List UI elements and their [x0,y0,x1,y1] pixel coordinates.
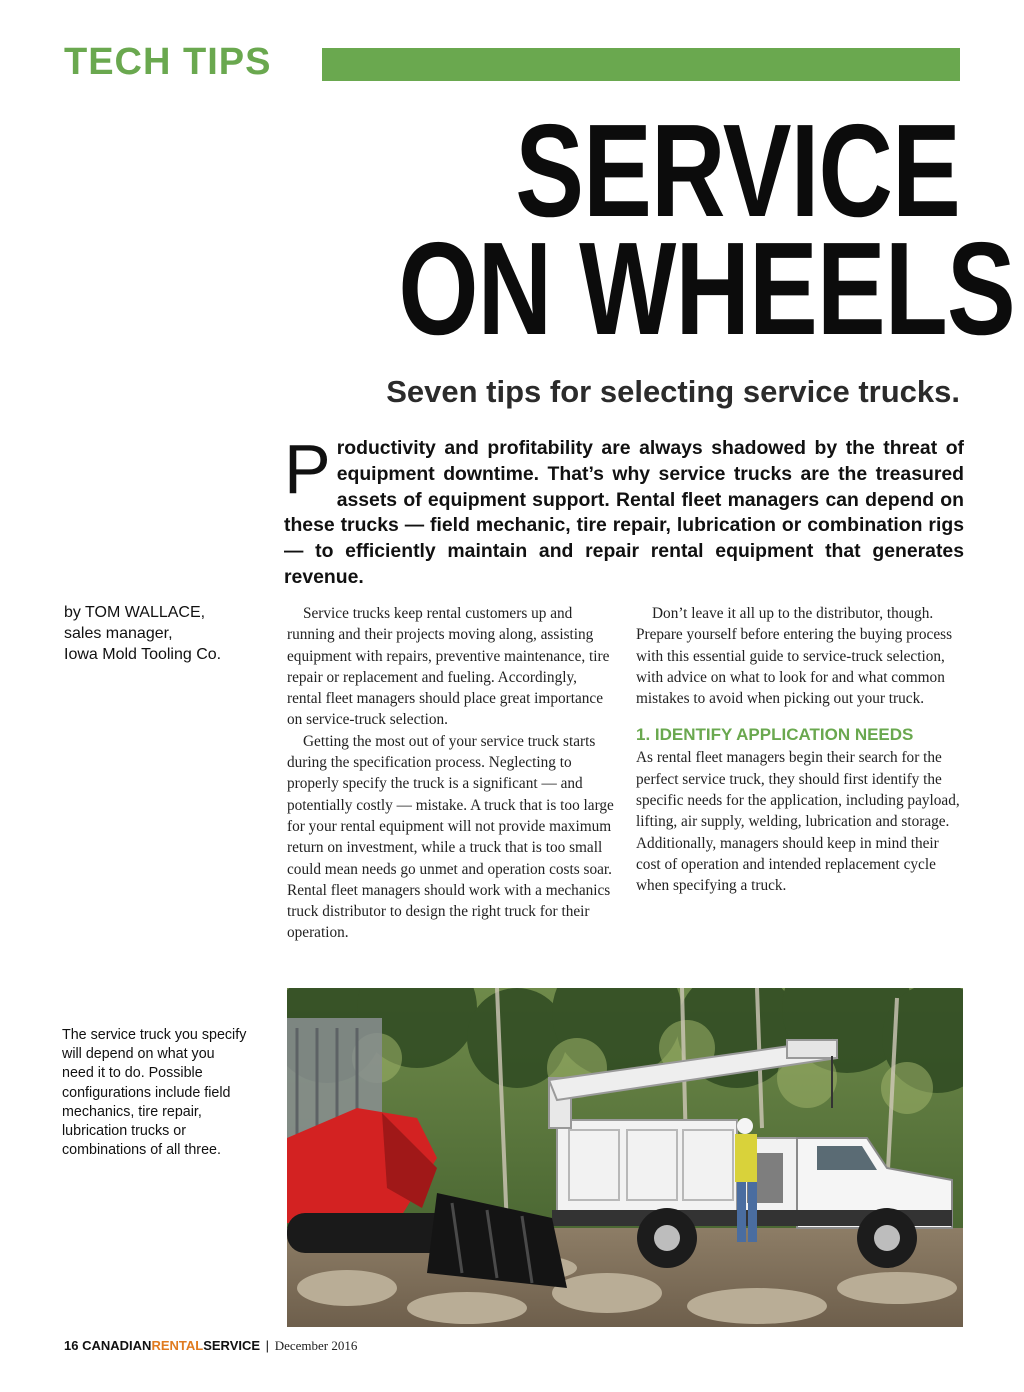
photo-caption: The service truck you specify will depend on what you need it to do. Possible configurations include field mechanics, tire repair, lubrication trucks or combinations of all three. [62,1027,247,1159]
drop-cap: P [284,430,331,508]
headline-line-2: ON WHEELS [398,215,1015,362]
body-column-2 [636,603,964,897]
subhead: Seven tips for selecting service trucks. [386,374,960,409]
section-bar [322,48,960,81]
service-truck-photo [287,988,963,1327]
byline-company: Iowa Mold Tooling Co. [64,646,222,663]
byline-title: sales manager, [64,625,173,642]
headline [398,97,1015,362]
intro-text: roductivity and profitability are always shadowed by the threat of equipment downtime. That’s why service trucks are the treasured assets of equipment support. Rental fleet managers can depend on these trucks — field mechanic, tire repair, lubrication or combination rigs — to efficiently maintain and repair rental equipment that generates revenue. [284,437,964,588]
page-number: 16 [64,1338,79,1353]
body-column-1 [287,603,615,944]
publication-name-part-3: SERVICE [203,1338,261,1353]
page-footer [64,1338,357,1354]
issue-date: December 2016 [274,1338,358,1353]
headline-line-1: SERVICE [515,97,960,244]
byline-author: by TOM WALLACE, [64,604,206,621]
intro-paragraph [284,430,964,591]
publication-name-part-2: RENTAL [151,1338,204,1353]
body-paragraph-4: As rental fleet managers begin their search for the perfect service truck, they should first identify the specific needs for the application, including payload, lifting, air supply, welding, lubrication and storage. Additionally, managers should keep in mind their cost of operation and intended replacement cycle when specifying a truck. [636,749,960,895]
body-paragraph-2: Getting the most out of your service truck starts during the specification process. Neglecting to properly specify the truck is a significant — and potentially costly — mistake. A truck that is too large for your rental equipment will not provide maximum return on investment, while a truck that is too small could mean needs go unmet and operation costs soar. Rental fleet managers should work with a mechanics truck distributor to design the right truck for their operation. [287,732,614,942]
body-paragraph-1: Service trucks keep rental customers up and running and their projects moving along, assisting equipment with repairs, preventive maintenance, tire repair or replacement and fueling. Accordingly, rental fleet managers should place great importance on service-truck selection. [287,605,610,729]
publication-name [82,1338,260,1353]
byline [64,602,264,665]
body-paragraph-3: Don’t leave it all up to the distributor, though. Prepare yourself before entering the buying process with this essential guide to service-truck selection, with advice on what to look for and what common mistakes to avoid when picking out your truck. [636,605,953,708]
publication-name-part-1: CANADIAN [82,1338,152,1353]
footer-separator: | [265,1338,270,1353]
subsection-heading: 1. IDENTIFY APPLICATION NEEDS [636,725,914,745]
section-label: TECH TIPS [64,41,272,83]
